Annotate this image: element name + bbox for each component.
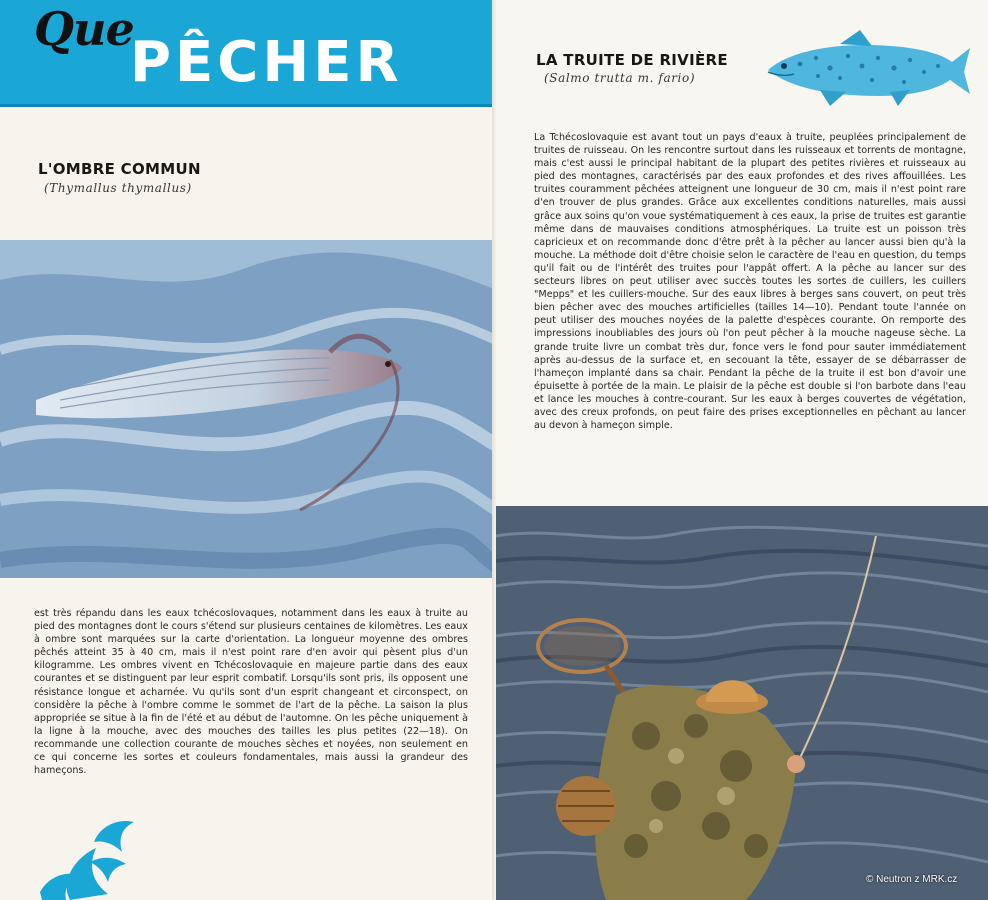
photo-credit: © Neutron z MRK.cz [866,874,958,885]
trout-body-text: La Tchécoslovaquie est avant tout un pays d'eaux à truite, peuplées principalement de truites de ruisseau. On les rencontre surtout dans les ruisseaux et torrents de montagne, mais c'est aussi le principal habitant de la plupart des petites rivières et ruisseaux au pied des montagnes, caractérisés par des eaux profondes et des rives affouillées. Les truites couramment pêchées atteignent une longueur de 30 cm, mais il n'est point rare d'en trouver de plus grandes. Grâce aux excellentes conditions naturelles, mais aussi grâce aux soins qu'on voue systématiquement à ces eaux, la prise de truites est garantie même dans de mauvaises conditions atmosphériques. La truite est un poisson très capricieux et on recommande donc d'être prêt à la pêcher au lancer aussi bien qu'à la mouche. La méthode doit d'être choisie selon le caractère de l'eau en question, du temps qu'il fait ou de l'intérêt des truites pour l'appât offert. A la pêche au lancer sur des secteurs libres on peut utiliser avec succès toutes les sortes de cuillers, les cuillers "Mepps" et les cuillers-mouche. Sur des eaux libres à berges sans couvert, on peut très bien pêcher avec des mouches artificielles (tailles 14—10). Pendant toute l'année on peut utiliser des mouches noyées de la palette d'espèces courante. On remporte des impressions inoubliables des jours où l'on peut pêcher à la mouche nageuse sèche. La grande truite livre un combat très dur, fonce vers le fond pour sauter immédiatement après au-dessus de la surface et, en secouant la tête, essayer de se débarrasser de l'hameçon implanté dans sa chair. Pendant la pêche de la truite il est bon d'avoir une épuisette à portée de la main. Le plaisir de la pêche est double si l'on barbote dans l'eau et lance les mouches à contre-courant. Sur les eaux à berges couvertes de végétation, avec des creux profonds, on peut faire des prises exceptionnelles en pêchant au lancer au devon à hameçon simple. [534,132,966,432]
grayling-photo-image [0,240,496,578]
title-band [0,0,496,107]
trout-heading: LA TRUITE DE RIVIÈRE [536,51,728,69]
grayling-latin-name: (Thymallus thymallus) [44,181,192,195]
grayling-heading: L'OMBRE COMMUN [38,160,201,178]
angler-photo-image [496,506,988,900]
title-que: Que [34,2,134,56]
grayling-photo [0,240,496,578]
trout-illustration-icon [760,28,972,110]
brochure-logo-icon [30,812,140,900]
trout-latin-name: (Salmo trutta m. fario) [544,71,696,85]
grayling-body-text: est très répandu dans les eaux tchécoslovaques, notamment dans les eaux à truite au pied des montagnes dont le cours s'étend sur plusieurs centaines de kilomètres. Les eaux à ombre sont marquées sur la carte d'orientation. La longueur moyenne des ombres pêchés atteint 35 à 40 cm, mais il n'est point rare d'en avoir qui pèsent plus d'un kilogramme. Les ombres vivent en Tchécoslovaquie en majeure partie dans des eaux courantes et se distinguent par leur esprit combatif. Lorsqu'ils sont pris, ils opposent une résistance longue et acharnée. Vu qu'ils sont d'un esprit changeant et circonspect, on considère la pêche à l'ombre comme le sommet de l'art de la pêche. La saison la plus appropriée se situe à la fin de l'été et au début de l'automne. On les pêche uniquement à la ligne à la mouche, avec des mouches des tailles les plus petites (22—18). On recommande une collection courante de mouches sèches et noyées, non seulement en ce qui concerne les sortes et couleurs fondamentales, mais aussi la grandeur des hameçons. [34,608,468,777]
angler-photo [496,506,988,900]
title-main: PÊCHER [130,30,403,95]
